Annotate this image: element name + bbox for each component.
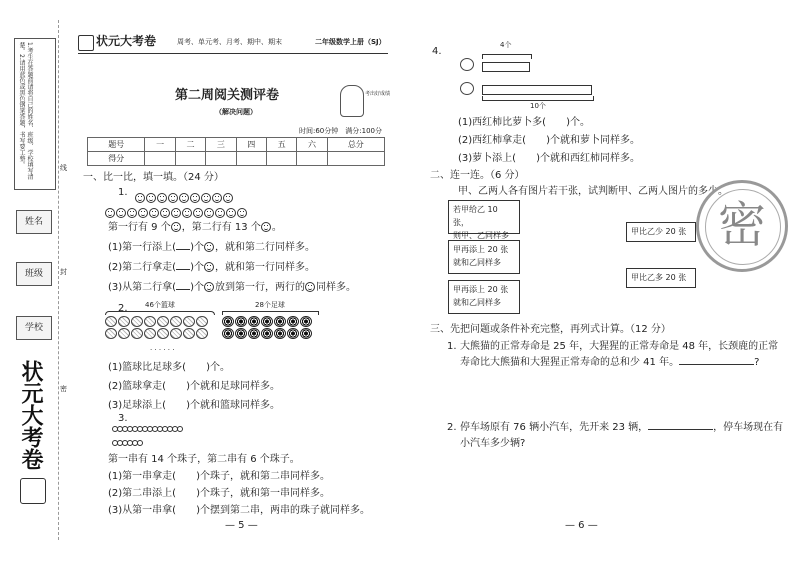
seal-inner-ring [705,189,781,265]
basketball-icon [196,316,208,327]
section2-heading: 二、连一连。（6 分） [430,170,525,181]
right-card-1[interactable]: 甲比乙少 20 张 [626,222,696,242]
q1-number: 1. [118,187,128,198]
right-card-2[interactable]: 甲比乙多 20 张 [626,268,696,288]
smiley-icon [226,208,236,218]
q1-item-2-text: )个 [190,262,204,273]
tomato-bar [482,85,592,95]
smiley-icon [215,208,225,218]
football-icon [274,316,286,327]
publisher-logo-icon [20,478,46,504]
q1-statement-b: ，第二行有 13 个 [181,222,261,233]
q2-brace-football [222,311,319,315]
q1-item-3-text: (3)从第二行拿( [108,282,177,293]
smiley-icon [201,193,211,203]
q3-item-3: (3)从第一串拿( )个摆到第二串，两串的珠子就同样多。 [108,505,370,516]
smiley-icon [223,193,233,203]
score-table-header: 五 [266,138,296,152]
s3-q2-line1 [460,421,783,434]
secret-seal [696,180,788,272]
page-number-5: — 5 — [225,520,258,531]
section3-heading: 三、先把问题或条件补充完整，再列式计算。（12 分） [430,324,671,335]
basketball-group [105,316,215,340]
smiley-icon [305,282,315,292]
condition-blank[interactable] [648,429,713,430]
football-icon [300,328,312,339]
basketball-icon [118,316,130,327]
basketball-icon [196,328,208,339]
q1-statement [108,221,282,234]
s3-q2-number: 2. [447,422,457,433]
exam-rules-box [14,38,56,190]
q4-item-3: (3)萝卜添上( )个就和西红柿同样多。 [458,153,640,164]
smiley-icon [116,208,126,218]
q3-item-1: (1)第一串拿走( )个珠子，就和第二串同样多。 [108,471,330,482]
q1-item-1-text: )个 [190,242,204,253]
left-card-1-line: 则甲、乙同样多 [453,231,509,240]
score-table-header: 三 [206,138,236,152]
smiley-icon [179,193,189,203]
score-table-header: 题号 [88,138,145,152]
q1-item-3-text: )个 [190,282,204,293]
smiley-icon [171,208,181,218]
smiley-icon [204,242,214,252]
s3-q2-line1a: 停车场原有 76 辆小汽车，先开来 23 辆， [460,422,649,433]
q1-item-1 [108,241,315,254]
q2-number: 2. [118,303,128,314]
smiley-icon [135,193,145,203]
mascot-icon [340,85,364,117]
smiley-icon [261,222,271,232]
score-table-header: 一 [145,138,175,152]
q2-item-1: (1)篮球比足球多( )个。 [108,362,230,373]
smiley-icon [105,208,115,218]
binding-strip [0,0,66,573]
basketball-icon [183,316,195,327]
score-cell[interactable] [327,152,384,166]
mascot-caption: 考出好成绩 [365,91,391,97]
basketball-icon [157,328,169,339]
page-subtitle: （解决问题） [215,108,257,116]
football-icon [287,328,299,339]
basketball-icon [105,328,117,339]
q4-item-2: (2)西红柿拿走( )个就和萝卜同样多。 [458,135,640,146]
score-cell[interactable] [266,152,296,166]
score-table [87,137,385,166]
left-card-2[interactable] [448,240,520,274]
smiley-icon [138,208,148,218]
time-info: 时间:60分钟 满分:100分 [299,127,382,135]
basketball-icon [131,328,143,339]
q4-top-label: 4个 [500,41,512,49]
football-icon [235,328,247,339]
answer-blank[interactable] [176,289,190,290]
score-cell[interactable] [236,152,266,166]
smiley-icon [149,208,159,218]
smiley-icon [182,208,192,218]
score-cell[interactable] [206,152,236,166]
score-table-header: 总分 [327,138,384,152]
q2-label-football: 28个足球 [255,301,285,309]
football-icon [248,316,260,327]
s3-q1-line2-text: 寿命比大熊猫和大猩猩正常寿命的总和少 41 年。 [460,357,680,368]
football-icon [287,316,299,327]
left-card-3-line: 甲再添上 20 张 [453,285,509,294]
q1-item-1-text: ，就和第二行同样多。 [214,242,315,253]
smiley-icon [204,262,214,272]
q1-item-2-text: ，就和第一行同样多。 [214,262,315,273]
left-card-2-line: 甲再添上 20 张 [453,245,509,254]
football-icon [248,328,260,339]
brand-logo-vertical: 状元大考卷 [18,360,44,470]
q4-item-1: (1)西红柿比萝卜多( )个。 [458,117,590,128]
left-card-3[interactable] [448,280,520,314]
q3-number: 3. [118,413,128,424]
q1-statement-c: 。 [271,222,282,233]
basketball-icon [183,328,195,339]
q1-item-1-text: (1)第一行添上( [108,242,177,253]
smiley-icon [204,208,214,218]
binding-dashed-line [58,20,59,540]
football-group [222,316,322,340]
radish-icon [460,58,474,71]
cut-mark-secret: 密 [60,385,67,393]
q1-item-3-text: 同样多。 [315,282,356,293]
smiley-icon [212,193,222,203]
smiley-icon [237,208,247,218]
q4-number: 4. [432,46,442,57]
basketball-icon [170,328,182,339]
s3-q1-line1: 大熊猫的正常寿命是 25 年，大猩猩的正常寿命是 48 年，长颈鹿的正常 [460,341,779,352]
score-cell[interactable] [297,152,327,166]
q2-brace-basketball [105,311,215,315]
smiley-icon [127,208,137,218]
exam-rules-text: 1.考生在答题前请将自己的姓名、班级、学校填写清楚。2.请用蓝色或黑色钢笔答题，书写要工整。 [18,42,33,180]
football-icon [222,316,234,327]
smiley-icon [146,193,156,203]
page-number-6: — 6 — [565,520,598,531]
bead-icon [177,426,183,432]
class-box: 班级 [16,262,52,286]
brand-name: 状元大考卷 [96,34,157,48]
basketball-icon [170,316,182,327]
section2-intro: 甲、乙两人各有图片若干张，试判断甲、乙两人图片的多少。 [458,186,728,197]
school-box: 学校 [16,316,52,340]
football-icon [222,328,234,339]
q4-bottom-brace [482,96,594,101]
smiley-icon [204,282,214,292]
tomato-icon [460,82,474,95]
s3-q2-line1b: ，停车场现在有 [713,422,784,433]
s3-q1-line2 [460,356,759,369]
basketball-icon [118,328,130,339]
left-card-1[interactable] [448,200,520,240]
q2-ellipsis: · · · · · · [150,346,175,354]
q2-item-3: (3)足球添上( )个就和篮球同样多。 [108,400,280,411]
score-table-header: 四 [236,138,266,152]
smiley-icon [190,193,200,203]
smiley-icon [168,193,178,203]
bead-icon [137,440,143,446]
q1-item-2-text: (2)第二行拿走( [108,262,177,273]
section1-heading: 一、比一比，填一填。（24 分） [83,172,224,183]
header-tags: 周考、单元考、月考、期中、期末 [177,38,282,46]
q1-statement-a: 第一行有 9 个 [108,222,171,233]
left-card-1-line: 若甲给乙 10 张， [453,205,498,227]
score-cell[interactable] [145,152,175,166]
s3-q1-tail: ? [754,357,760,368]
q2-label-basketball: 46个篮球 [145,301,175,309]
q1-item-3-text: 放到第一行，两行的 [214,282,305,293]
q4-bottom-label: 10个 [530,102,546,110]
football-icon [235,316,247,327]
football-icon [274,328,286,339]
basketball-icon [144,316,156,327]
score-cell[interactable] [175,152,205,166]
smiley-icon [193,208,203,218]
radish-bar [482,62,530,72]
left-card-2-line: 就和乙同样多 [453,258,501,267]
grade-label: 二年级数学上册（SJ） [315,38,386,46]
basketball-icon [131,316,143,327]
q3-statement: 第一串有 14 个珠子，第二串有 6 个珠子。 [108,454,300,465]
answer-blank[interactable] [176,269,190,270]
cut-mark-seal: 封 [60,268,67,276]
q1-item-3 [108,281,356,294]
football-icon [300,316,312,327]
q4-top-brace [482,54,532,59]
smiley-icon [160,208,170,218]
score-table-header-row [88,138,385,152]
cut-mark-line: 线 [60,164,67,172]
q1-item-2 [108,261,315,274]
page-title: 第二周阅关测评卷 [175,88,280,103]
seal-text: 密 [717,197,766,253]
smiley-icon [171,222,181,232]
basketball-icon [144,328,156,339]
football-icon [261,328,273,339]
q3-item-2: (2)第二串添上( )个珠子，就和第一串同样多。 [108,488,330,499]
name-box: 姓名 [16,210,52,234]
score-table-row-label: 得分 [88,152,145,166]
football-icon [261,316,273,327]
basketball-icon [105,316,117,327]
score-table-header: 六 [297,138,327,152]
score-table-header: 二 [175,138,205,152]
smiley-row-2 [105,202,248,221]
s3-q1-number: 1. [447,341,457,352]
smiley-icon [157,193,167,203]
score-table-score-row [88,152,385,166]
condition-blank[interactable] [679,364,754,365]
answer-blank[interactable] [176,249,190,250]
basketball-icon [157,316,169,327]
q2-item-2: (2)篮球拿走( )个就和足球同样多。 [108,381,280,392]
brand-badge-icon [78,35,94,51]
header-rule [78,53,388,54]
s3-q2-line2: 小汽车多少辆? [460,438,526,449]
bead-string-2 [112,432,142,451]
left-card-3-line: 就和乙同样多 [453,298,501,307]
